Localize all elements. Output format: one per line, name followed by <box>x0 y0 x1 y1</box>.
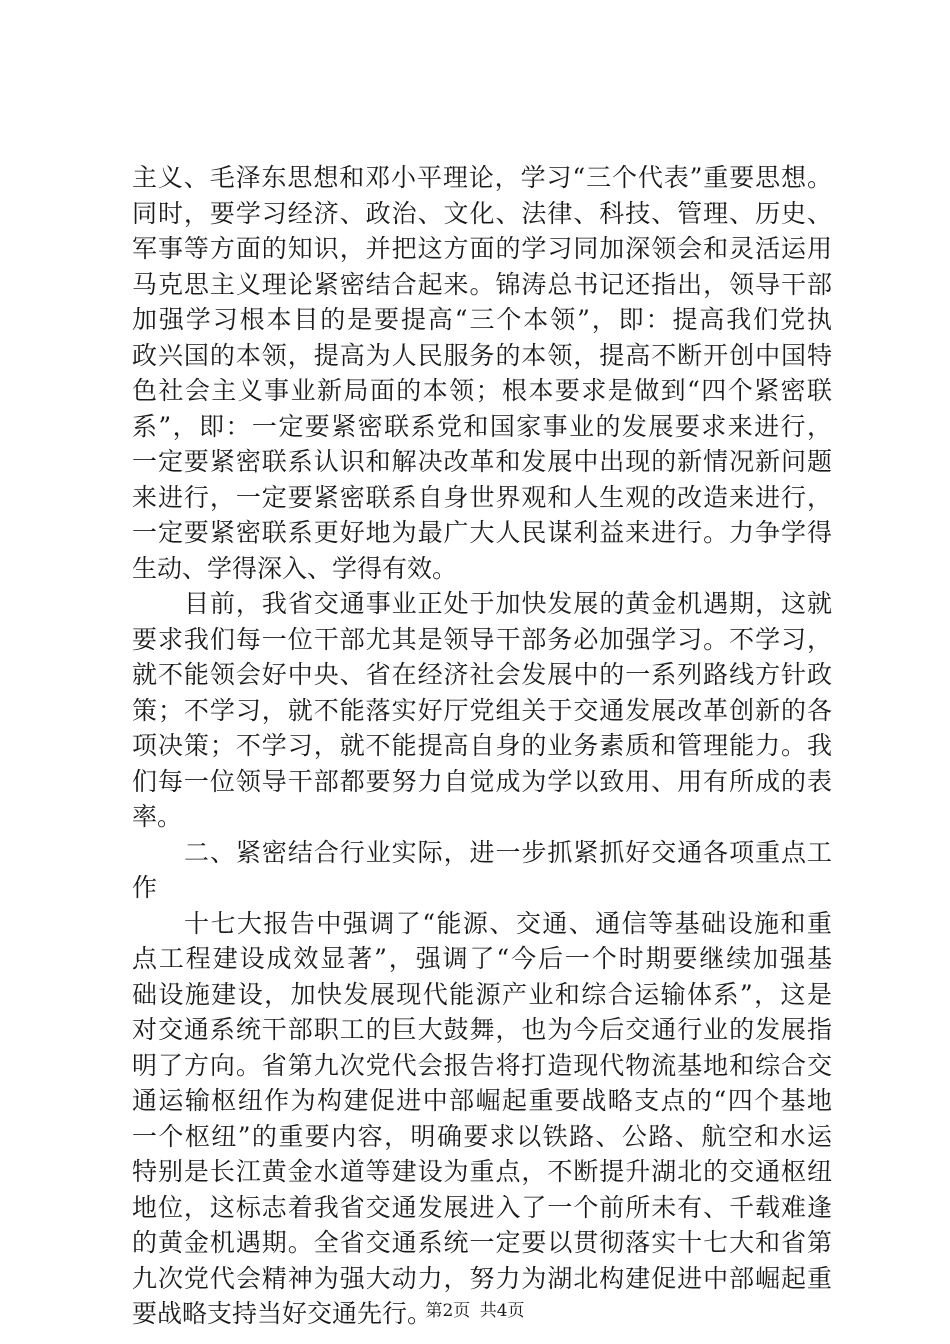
text-line: 要战略支持当好交通先行。 <box>132 1299 433 1328</box>
text-line: 的黄金机遇期。全省交通系统一定要以贯彻落实十七大和省第 <box>132 1228 832 1257</box>
page-number: 第2页 <box>425 1301 471 1321</box>
text-line: 生动、学得深入、学得有效。 <box>132 553 458 583</box>
text-line: 通运输枢纽作为构建促进中部崛起重要战略支点的“四个基地 <box>132 1086 832 1115</box>
section-heading-continued: 作 <box>132 873 158 902</box>
text-line: 马克思主义理论紧密结合起来。锦涛总书记还指出，领导干部 <box>132 269 832 299</box>
text-line: 点工程建设成效显著”，强调了“今后一个时期要继续加强基 <box>132 944 832 973</box>
text-line: 九次党代会精神为强大动力，努力为湖北构建促进中部崛起重 <box>132 1263 832 1293</box>
text-line: 明了方向。省第九次党代会报告将打造现代物流基地和综合交 <box>132 1050 832 1080</box>
text-line: 一个枢纽”的重要内容，明确要求以铁路、公路、航空和水运 <box>132 1121 832 1151</box>
text-line: 础设施建设，加快发展现代能源产业和综合运输体系”，这是 <box>132 979 832 1009</box>
page-total: 共4页 <box>479 1301 525 1321</box>
text-line: 同时，要学习经济、政治、文化、法律、科技、管理、历史、 <box>132 198 832 228</box>
text-line: 军事等方面的知识，并把这方面的学习同加深领会和灵活运用 <box>132 234 832 263</box>
section-heading: 二、紧密结合行业实际，进一步抓紧抓好交通各项重点工 <box>184 837 832 867</box>
text-line: 就不能领会好中央、省在经济社会发展中的一系列路线方针政 <box>132 660 832 689</box>
page-footer <box>0 1300 950 1322</box>
text-line: 地位，这标志着我省交通发展进入了一个前所未有、千载难逢 <box>132 1192 832 1222</box>
text-line: 要求我们每一位干部尤其是领导干部务必加强学习。不学习， <box>132 624 832 654</box>
text-line: 率。 <box>132 802 183 831</box>
text-line: 政兴国的本领，提高为人民服务的本领，提高不断开创中国特 <box>132 340 832 370</box>
text-line: 主义、毛泽东思想和邓小平理论，学习“三个代表”重要思想。 <box>132 163 832 192</box>
text-line: 色社会主义事业新局面的本领；根本要求是做到“四个紧密联 <box>132 376 832 405</box>
text-line: 特别是长江黄金水道等建设为重点，不断提升湖北的交通枢纽 <box>132 1157 832 1186</box>
text-line: 系”，即：一定要紧密联系党和国家事业的发展要求来进行， <box>132 411 832 441</box>
text-line: 对交通系统干部职工的巨大鼓舞，也为今后交通行业的发展指 <box>132 1015 832 1044</box>
text-line: 来进行，一定要紧密联系自身世界观和人生观的改造来进行， <box>132 482 832 512</box>
text-line: 策；不学习，就不能落实好厅党组关于交通发展改革创新的各 <box>132 695 832 725</box>
text-line: 一定要紧密联系更好地为最广大人民谋利益来进行。力争学得 <box>132 518 832 547</box>
text-line: 加强学习根本目的是要提高“三个本领”，即：提高我们党执 <box>132 305 832 334</box>
paragraph-first-line: 目前，我省交通事业正处于加快发展的黄金机遇期，这就 <box>184 589 832 618</box>
body-text <box>132 160 832 1332</box>
text-line: 们每一位领导干部都要努力自觉成为学以致用、用有所成的表 <box>132 766 832 796</box>
text-line: 项决策；不学习，就不能提高自身的业务素质和管理能力。我 <box>132 731 832 760</box>
paragraph-first-line: 十七大报告中强调了“能源、交通、通信等基础设施和重 <box>184 908 832 938</box>
text-line: 一定要紧密联系认识和解决改革和发展中出现的新情况新问题 <box>132 447 832 476</box>
